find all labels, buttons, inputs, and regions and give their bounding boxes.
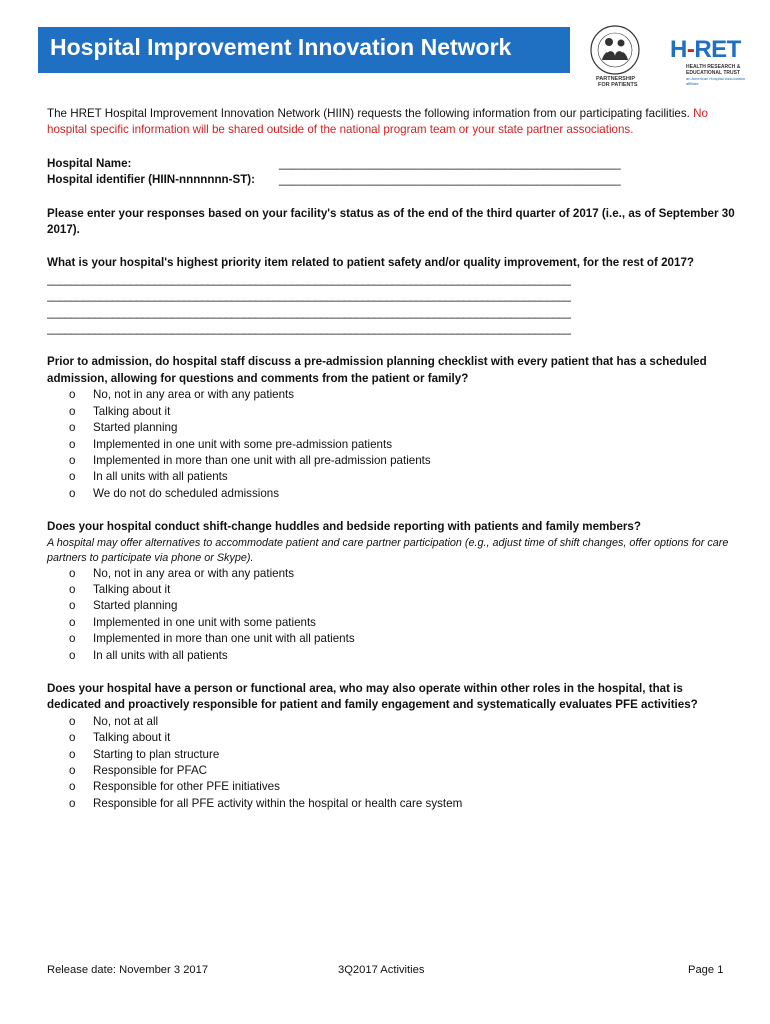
priority-answer-line[interactable]: ________________________________________________________________________________________ (47, 322, 571, 336)
option-bullet: o (69, 421, 76, 435)
option-bullet: o (69, 747, 76, 761)
preadmission-option[interactable] (47, 420, 737, 436)
option-bullet: o (69, 632, 76, 646)
option-bullet: o (69, 648, 76, 662)
instruction-text: Please enter your responses based on your facility's status as of the end of the third quarter of 2017 (i.e., as of September 30 2017). (47, 206, 735, 237)
option-bullet: o (69, 404, 76, 418)
svg-text:PARTNERSHIP: PARTNERSHIP (596, 76, 636, 82)
option-bullet: o (69, 796, 76, 810)
option-bullet: o (69, 615, 76, 629)
hospital-id-label: Hospital identifier (HIIN-nnnnnnn-ST): (47, 173, 256, 187)
option-bullet: o (69, 714, 76, 728)
huddles-option[interactable] (47, 631, 737, 647)
pfe-option[interactable] (47, 747, 737, 763)
option-label: No, not in any area or with any patients (93, 566, 295, 580)
title-banner (38, 27, 570, 73)
pfe-question: Does your hospital have a person or functional area, who may also operate within other roles in the hospital, that is dedicated and proactively responsible for patient and family engagement and systematically evaluates PFE activities? (47, 681, 698, 712)
option-label: Talking about it (93, 404, 171, 418)
footer-center-label: 3Q2017 Activities (338, 964, 425, 976)
option-label: We do not do scheduled admissions (93, 486, 280, 500)
intro-paragraph (47, 106, 737, 139)
hospital-name-row (47, 156, 737, 172)
hret-logo-affiliate: an American Hospital Association affiliate (686, 76, 746, 86)
footer-page-number: Page 1 (688, 964, 724, 976)
intro-privacy-notice: No hospital specific information will be shared outside of the national program team or your state partner associations. (47, 107, 708, 137)
option-bullet: o (69, 731, 76, 745)
option-label: Implemented in one unit with some pre-admission patients (93, 437, 393, 451)
form-content (47, 106, 737, 812)
option-bullet: o (69, 582, 76, 596)
pfe-option[interactable] (47, 763, 737, 779)
huddles-options (47, 566, 737, 664)
option-bullet: o (69, 470, 76, 484)
preadmission-option[interactable] (47, 469, 737, 485)
option-label: Started planning (93, 599, 178, 613)
hret-logo-subtitle: HEALTH RESEARCH & EDUCATIONAL TRUST (686, 64, 741, 76)
option-label: No, not at all (93, 714, 159, 728)
option-bullet: o (69, 780, 76, 794)
huddles-option[interactable] (47, 648, 737, 664)
pfe-option[interactable] (47, 730, 737, 746)
priority-answer-line[interactable]: ________________________________________________________________________________________ (47, 272, 571, 286)
option-bullet: o (69, 486, 76, 500)
preadmission-question: Prior to admission, do hospital staff discuss a pre-admission planning checklist with every patient that has a scheduled admission, allowing for questions and comments from the patient or family? (47, 355, 707, 385)
pfe-options (47, 714, 737, 812)
option-bullet: o (69, 388, 76, 402)
huddles-option[interactable] (47, 582, 737, 598)
option-bullet: o (69, 599, 76, 613)
page-title: Hospital Improvement Innovation Network (50, 34, 512, 60)
option-label: No, not in any area or with any patients (93, 388, 295, 402)
footer-release-date: Release date: November 3 2017 (47, 964, 209, 976)
pfe-option[interactable] (47, 796, 737, 812)
preadmission-option[interactable] (47, 453, 737, 469)
option-label: Responsible for all PFE activity within the hospital or health care system (93, 796, 463, 810)
pfe-option[interactable] (47, 779, 737, 795)
option-bullet: o (69, 437, 76, 451)
hret-logo (664, 36, 746, 86)
option-bullet: o (69, 566, 76, 580)
huddles-option[interactable] (47, 598, 737, 614)
option-label: In all units with all patients (93, 470, 228, 484)
hospital-name-label: Hospital Name: (47, 156, 132, 170)
option-bullet: o (69, 764, 76, 777)
option-label: Implemented in more than one unit with all pre-admission patients (93, 453, 431, 467)
huddles-question: Does your hospital conduct shift-change huddles and bedside reporting with patients and family members? (47, 520, 641, 534)
preadmission-options (47, 387, 737, 502)
priority-question: What is your hospital's highest priority item related to patient safety and/or quality improvement, for the rest of 2017? (47, 256, 694, 270)
intro-text: The HRET Hospital Improvement Innovation Network (HIIN) requests the following information from our participating facilities. (47, 107, 690, 120)
option-label: Implemented in one unit with some patients (93, 615, 316, 629)
option-label: In all units with all patients (93, 648, 228, 662)
option-bullet: o (69, 453, 76, 467)
huddles-option[interactable] (47, 566, 737, 582)
huddles-note: A hospital may offer alternatives to accommodate patient and care partner participation (e.g., adjust time of shift changes, offer options for care partners to participate via phone or Skype). (47, 536, 729, 564)
preadmission-option[interactable] (47, 437, 737, 453)
preadmission-option[interactable] (47, 404, 737, 420)
pfe-option[interactable] (47, 714, 737, 730)
hospital-name-field[interactable]: _____________________________________________________ (279, 156, 621, 170)
partnership-for-patients-logo (582, 22, 658, 88)
option-label: Starting to plan structure (93, 747, 220, 761)
hospital-id-field[interactable]: _____________________________________________________ (279, 173, 621, 187)
huddles-option[interactable] (47, 615, 737, 631)
option-label: Talking about it (93, 582, 171, 596)
option-label: Talking about it (93, 731, 171, 745)
priority-answer-line[interactable]: ________________________________________________________________________________________ (47, 305, 571, 319)
option-label: Implemented in more than one unit with all patients (93, 632, 355, 646)
preadmission-option[interactable] (47, 486, 737, 502)
hospital-id-row (47, 172, 737, 188)
svg-text:FOR PATIENTS: FOR PATIENTS (598, 82, 638, 88)
priority-answer-line[interactable]: ________________________________________________________________________________________ (47, 289, 571, 303)
option-label: Started planning (93, 421, 178, 435)
option-label: Responsible for other PFE initiatives (93, 780, 280, 794)
preadmission-option[interactable] (47, 387, 737, 403)
option-label: Responsible for PFAC (93, 764, 208, 777)
hret-logo-wordmark: H-RET (670, 36, 741, 63)
